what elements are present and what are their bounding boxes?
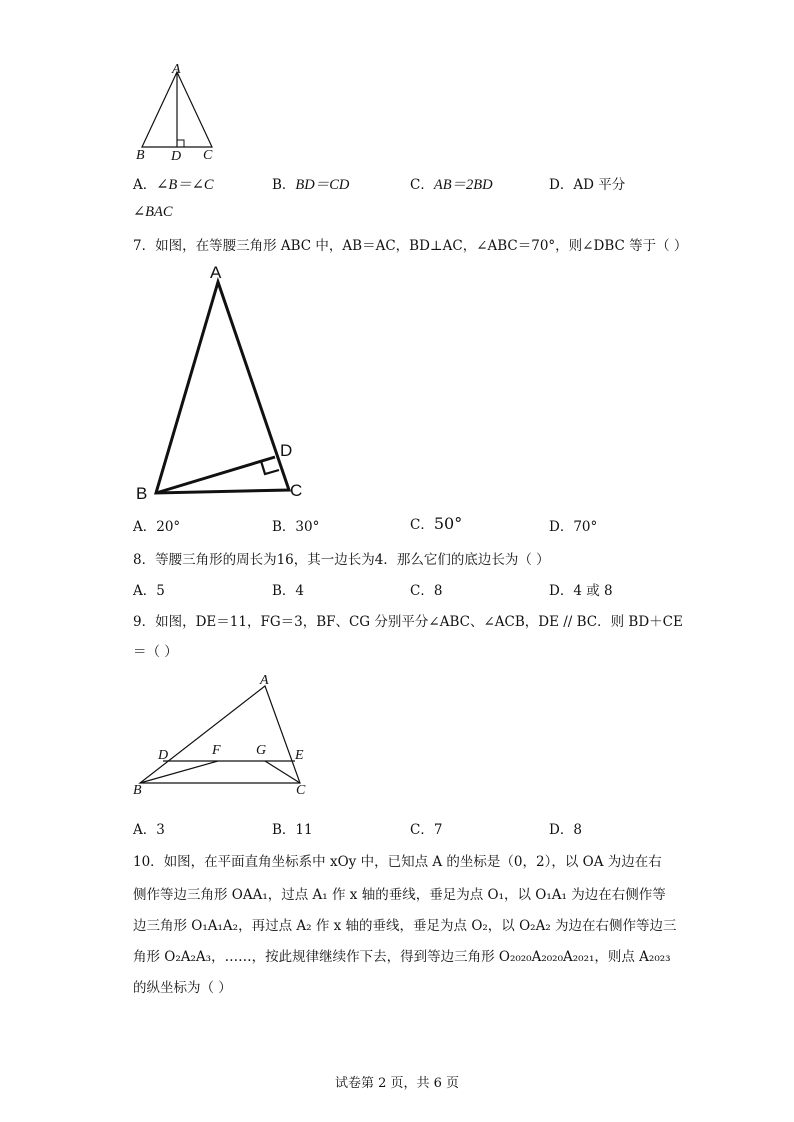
q6-option-c (410, 173, 493, 194)
q7-text: 如图，在等腰三角形 ABC 中，AB＝AC，BD⊥AC，∠ABC＝70°，则∠DBC 等于（ ） (155, 238, 688, 254)
q7-right-angle-mark (261, 461, 279, 474)
q9-segment-cg (265, 761, 300, 783)
q8-option-d-text: 4 或 8 (573, 583, 613, 599)
q6-label-c: C (203, 148, 213, 163)
q9-text: 如图，DE＝11，FG＝3，BF、CG 分别平分∠ABC、∠ACB，DE // BC．则 BD＋CE (155, 614, 683, 630)
q7-option-b-text: 30° (295, 519, 320, 535)
q9-label-b: B (133, 783, 142, 798)
q9-option-a-text: 3 (156, 822, 165, 838)
q6-option-b (272, 173, 349, 194)
q7-label-d: D (280, 441, 293, 460)
q9-option-d-text: 8 (573, 822, 582, 838)
q10-line-2: 侧作等边三角形 OAA₁，过点 A₁ 作 x 轴的垂线，垂足为点 O₁，以 O₁A₁ 为边在右侧作等 (133, 887, 666, 903)
q9-option-b-text: 11 (295, 822, 313, 838)
q6-option-d-text: AD 平分 (573, 177, 626, 193)
q7-option-c-text: 50° (433, 514, 463, 533)
q7-figure (130, 260, 330, 510)
q7-triangle (156, 282, 289, 493)
q9-option-a-key: A． (133, 822, 157, 838)
q8-option-b-key: B． (272, 583, 296, 599)
q9-stem (133, 610, 683, 630)
q7-label-b: B (136, 484, 148, 503)
q7-option-c (410, 513, 462, 533)
q8-option-d (549, 579, 613, 599)
q9-label-c: C (296, 783, 306, 798)
q7-label-c: C (290, 481, 303, 500)
q9-label-g: G (256, 743, 267, 758)
q9-option-d (549, 818, 582, 838)
q7-stem (133, 234, 687, 254)
q6-right-angle-mark (177, 140, 184, 147)
q7-option-a-text: 20° (156, 519, 181, 535)
q6-option-d-wrap: ∠BAC (133, 204, 173, 220)
q8-option-b (272, 579, 304, 599)
q8-option-b-text: 4 (295, 583, 305, 599)
q6-option-c-key: C． (410, 177, 434, 193)
q9-option-a (133, 818, 165, 838)
q10-line-3: 边三角形 O₁A₁A₂，再过点 A₂ 作 x 轴的垂线，垂足为点 O₂，以 O₂A₂ 为边在右侧作等边三 (133, 918, 677, 934)
q7-option-b-key: B． (272, 519, 296, 535)
q10-number: 10． (133, 854, 164, 870)
q8-option-c (410, 579, 442, 599)
q7-number: 7． (133, 238, 156, 254)
q8-text: 等腰三角形的周长为16，其一边长为4．那么它们的底边长为（ ） (155, 552, 550, 568)
q9-label-a: A (260, 673, 269, 688)
q8-stem (133, 548, 550, 568)
q9-option-c-key: C． (410, 822, 434, 838)
q9-stem-continued: ＝（ ） (133, 644, 178, 660)
q6-label-d: D (171, 149, 182, 164)
q6-label-a: A (172, 62, 181, 77)
q8-option-c-text: 8 (433, 583, 443, 599)
q7-option-a-key: A． (133, 519, 157, 535)
q6-option-d (549, 173, 625, 193)
page-footer: 试卷第 2 页，共 6 页 (334, 1076, 460, 1091)
q9-option-c (410, 818, 442, 838)
q7-label-a: A (210, 263, 222, 282)
q8-option-c-key: C． (410, 583, 434, 599)
q6-option-a (133, 173, 214, 194)
q9-option-c-text: 7 (433, 822, 443, 838)
q6-option-d-key: D． (549, 177, 574, 193)
q7-option-d-key: D． (549, 519, 574, 535)
q8-option-a-key: A． (133, 583, 157, 599)
q6-option-a-text: ∠B＝∠C (156, 177, 214, 193)
q7-segment-bd (156, 457, 275, 493)
q7-option-d-text: 70° (573, 519, 598, 535)
q8-option-d-key: D． (549, 583, 574, 599)
q9-option-b (272, 818, 313, 838)
q7-option-c-key: C． (410, 517, 434, 533)
q10-line-4: 角形 O₂A₂A₃，……，按此规律继续作下去，得到等边三角形 O₂₀₂₀A₂₀₂₀A₂₀₂₁，则点 A₂₀₂₃ (133, 949, 671, 965)
q8-option-a (133, 579, 165, 599)
q9-label-e: E (295, 748, 304, 763)
q10-line-1 (133, 850, 662, 870)
q6-option-a-key: A． (133, 177, 157, 193)
q9-label-f: F (212, 743, 221, 758)
q9-segment-bf (140, 761, 218, 783)
q8-number: 8． (133, 552, 156, 568)
q6-option-b-key: B． (272, 177, 296, 193)
q7-option-d (549, 515, 597, 535)
q9-option-d-key: D． (549, 822, 574, 838)
q9-figure (130, 670, 320, 800)
q6-label-b: B (136, 148, 145, 163)
q7-option-a (133, 515, 180, 535)
q10-text-1: 如图，在平面直角坐标系中 xOy 中，已知点 A 的坐标是（0，2），以 OA 为边在右 (163, 854, 662, 870)
q8-option-a-text: 5 (156, 583, 165, 599)
q9-option-b-key: B． (272, 822, 296, 838)
q6-option-c-text: AB＝2BD (433, 177, 493, 193)
q6-option-b-text: BD＝CD (295, 177, 350, 193)
q9-number: 9． (133, 614, 156, 630)
q10-line-5: 的纵坐标为（ ） (133, 980, 232, 996)
q7-option-b (272, 515, 319, 535)
q9-label-d: D (158, 748, 169, 763)
